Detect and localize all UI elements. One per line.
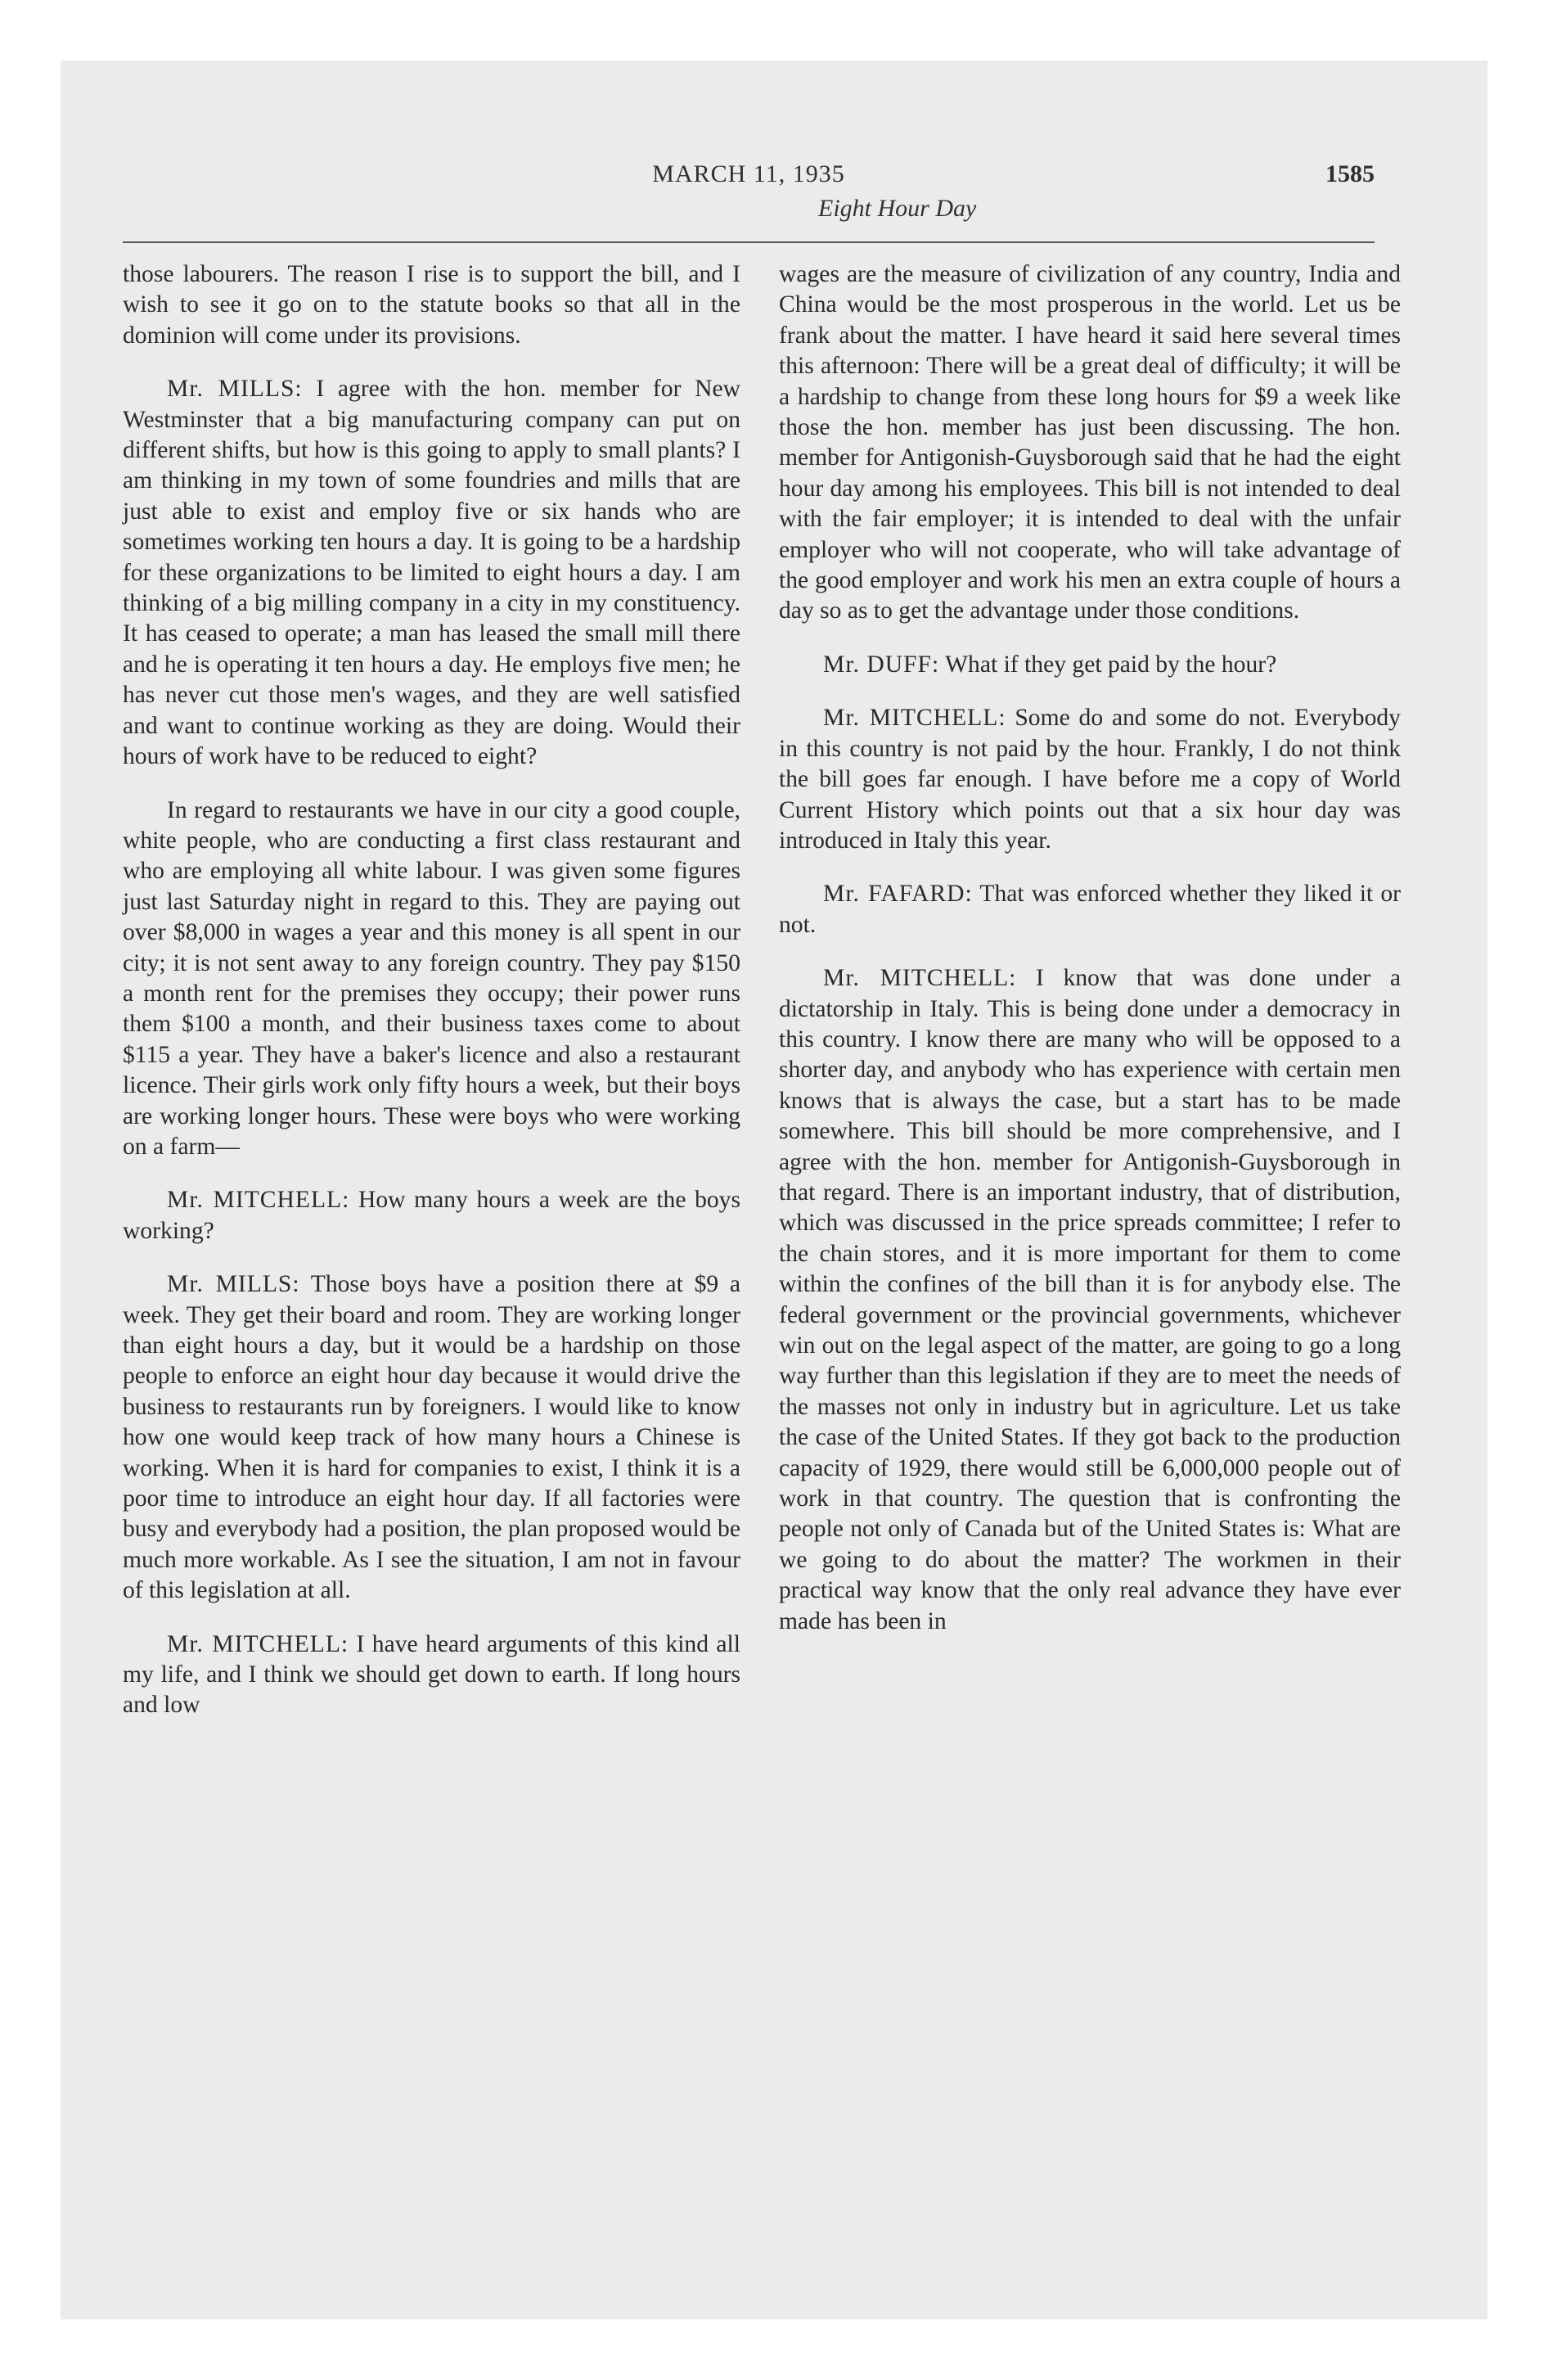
paragraph-text: In regard to restaurants we have in our city a good couple, white people, who are conducting a first class restaurant and who are employing all white labour. I was given some figures just last Saturday night in regard to this. They are paying out over $8,000 in wages a year and this money is all spent in our city; it is not sent away to any foreign country. They pay $150 a month rent for the premises they occupy; their power runs them $100 a month, and their business taxes come to about $115 a year. They have a baker's licence and also a restaurant licence. Their girls work only fifty hours a week, but their boys are working longer hours. These were boys who were working on a farm—: [123, 796, 740, 1160]
paragraph: [123, 1269, 740, 1606]
page-number: 1585: [1325, 160, 1375, 187]
speaker-name: Mr. MILLS:: [167, 1271, 300, 1298]
speaker-name: Mr. MITCHELL:: [823, 965, 1017, 992]
paragraph: [123, 374, 740, 772]
header-subject: Eight Hour Day: [818, 195, 977, 222]
paragraph: [123, 1185, 740, 1246]
paragraph: [123, 259, 740, 351]
page-header: [123, 160, 1375, 242]
paragraph: [123, 1629, 740, 1721]
paragraph: [779, 703, 1401, 856]
paragraph-text: I know that was done under a dictatorship in Italy. This is being done under a democracy in this country. I know there are many who will be opposed to a shorter day, and anybody who has experience with certain men knows that is always the case, but a start has to be made somewhere. This bill should be more comprehensive, and I agree with the hon. member for Antigonish-Guysborough in that regard. There is an important industry, that of distribution, which was discussed in the price spreads committee; I refer to the chain stores, and it is more important for them to come within the confines of the bill than it is for anybody else. The federal government or the provincial governments, whichever win out on the legal aspect of the matter, are going to go a long way further than this legislation if they are to meet the needs of the masses not only in industry but in agriculture. Let us take the case of the United States. If they got back to the production capacity of 1929, there would still be 6,000,000 people out of work in that country. The question that is confronting the people not only of Canada but of the United States is: What are we going to do about the matter? The workmen in their practical way know that the only real advance they have ever made has been in: [779, 965, 1401, 1634]
paragraph: [779, 259, 1401, 627]
paragraph-text: those labourers. The reason I rise is to support the bill, and I wish to see it go on to the statute books so that all in the dominion will come under its provisions.: [123, 261, 740, 349]
paragraph-text: Those boys have a position there at $9 a week. They get their board and room. They are working longer than eight hours a day, but it would be a hardship on those people to enforce an eight hour day because it would drive the business to restaurants run by foreigners. I would like to know how one would keep track of how many hours a Chinese is working. When it is hard for companies to exist, I think it is a poor time to introduce an eight hour day. If all factories were busy and everybody had a position, the plan proposed would be much more workable. As I see the situation, I am not in favour of this legislation at all.: [123, 1271, 740, 1604]
paragraph-text: How many hours a week are the boys working?: [123, 1187, 740, 1244]
speaker-name: Mr. MITCHELL:: [167, 1630, 349, 1657]
paragraph-text: wages are the measure of civilization of any country, India and China would be the most prosperous in the world. Let us be frank about the matter. I have heard it said here several times this afternoon: There will be a great deal of difficulty; it will be a hardship to change from these long hours for $9 a week like those the hon. member has just been discussing. The hon. member for Antigonish-Guysborough said that he had the eight hour day among his employees. This bill is not intended to deal with the fair employer; it is intended to deal with the unfair employer who will not cooperate, who will take advantage of the good employer and work his men an extra couple of hours a day so as to get the advantage under those conditions.: [779, 261, 1401, 624]
left-column: [123, 259, 740, 1744]
speaker-name: Mr. DUFF:: [823, 651, 940, 678]
paragraph: [779, 963, 1401, 1637]
paragraph-text: Some do and some do not. Everybody in this country is not paid by the hour. Frankly, I do not think the bill goes far enough. I have before me a copy of World Current History which points out that a six hour day was introduced in Italy this year.: [779, 705, 1401, 854]
header-date: MARCH 11, 1935: [652, 160, 845, 187]
paragraph: [779, 650, 1401, 680]
paragraph: [779, 879, 1401, 940]
speaker-name: Mr. FAFARD:: [823, 881, 973, 908]
paragraph-text: That was enforced whether they liked it or not.: [779, 881, 1401, 938]
header-rule: [123, 241, 1375, 243]
speaker-name: Mr. MITCHELL:: [167, 1187, 350, 1214]
right-column: [779, 259, 1401, 1660]
paragraph-text: I have heard arguments of this kind all my life, and I think we should get down to earth. If long hours and low: [123, 1630, 740, 1719]
paragraph: [123, 796, 740, 1163]
speaker-name: Mr. MILLS:: [167, 376, 303, 403]
speaker-name: Mr. MITCHELL:: [823, 705, 1006, 732]
paragraph-text: What if they get paid by the hour?: [945, 651, 1277, 678]
paragraph-text: I agree with the hon. member for New Westminster that a big manufacturing company can put on different shifts, but how is this going to apply to small plants? I am thinking in my town of some foundries and mills that are just able to exist and employ five or six hands who are sometimes working ten hours a day. It is going to be a hardship for these organizations to be limited to eight hours a day. I am thinking of a big milling company in a city in my constituency. It has ceased to operate; a man has leased the small mill there and he is operating it ten hours a day. He employs five men; he has never cut those men's wages, and they are well satisfied and want to continue working as they are doing. Would their hours of work have to be reduced to eight?: [123, 376, 740, 770]
